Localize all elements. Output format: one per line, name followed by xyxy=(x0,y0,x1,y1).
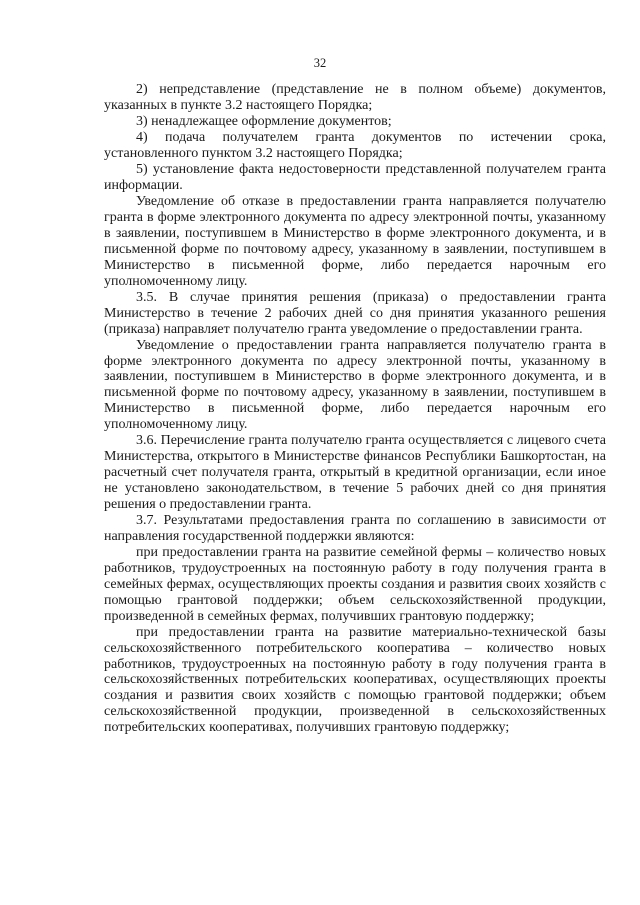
page-number: 32 xyxy=(313,56,327,70)
paragraph-refusal-reason-3: 3) ненадлежащее оформление документов; xyxy=(136,114,392,129)
paragraph-refusal-reason-4: 4) подача получателем гранта документов по истечении срока, установленного пунктом 3.2 настоящего Порядка; xyxy=(104,130,606,161)
paragraph-family-farm-results: при предоставлении гранта на развитие семейной фермы – количество новых работников, трудоустроенных на постоянную работу в году получения гранта в семейных фермах, осуществляющих проекты создания и развития своих хозяйств с помощью грантовой поддержки; объем сельскохозяйственной продукции, произведенной в семейных фермах, получивших грантовую поддержку; xyxy=(104,544,606,624)
paragraph-refusal-reason-5: 5) установление факта недостоверности представленной получателем гранта информации. xyxy=(104,162,606,193)
paragraph-cooperative-results: при предоставлении гранта на развитие материально-технической базы сельскохозяйственного потребительского кооператива – количество новых работников, трудоустроенных на постоянную работу в году получения гранта в сельскохозяйственных потребительских кооперативах, осуществляющих проекты создания и развития своих хозяйств с помощью грантовой поддержки; объем сельскохозяйственной продукции, произведенной в сельскохозяйственных потребительских кооперативах, получивших грантовую поддержку; xyxy=(104,624,606,736)
paragraph-3-6: 3.6. Перечисление гранта получателю гранта осуществляется с лицевого счета Министерства, открытого в Министерстве финансов Республики Башкортостан, на расчетный счет получателя гранта, открытый в кредитной организации, если иное не установлено законодательством, в течение 5 рабочих дней со дня принятия решения о предоставлении гранта. xyxy=(104,433,606,512)
paragraph-refusal-reason-2: 2) непредставление (представление не в полном объеме) документов, указанных в пункте 3.2 настоящего Порядка; xyxy=(104,82,606,113)
paragraph-refusal-notice: Уведомление об отказе в предоставлении гранта направляется получателю гранта в форме электронного документа по адресу электронной почты, указанному в заявлении, поступившем в Министерство в форме электронного документа, и в письменной форме по почтовому адресу, указанному в заявлении, поступившем в Министерство в письменной форме, либо передается нарочным его уполномоченному лицу. xyxy=(104,194,606,289)
document-body xyxy=(104,82,606,736)
paragraph-grant-notice: Уведомление о предоставлении гранта направляется получателю гранта в форме электронного документа по адресу электронной почты, указанному в заявлении, поступившем в Министерство в форме электронного документа, и в письменной форме по почтовому адресу, указанному в заявлении, поступившем в Министерство в письменной форме, либо передается нарочным его уполномоченному лицу. xyxy=(104,337,606,433)
paragraph-3-5: 3.5. В случае принятия решения (приказа) о предоставлении гранта Министерство в течение 2 рабочих дней со дня принятия указанного решения (приказа) направляет получателю гранта уведомление о предоставлении гранта. xyxy=(104,289,606,337)
paragraph-3-7: 3.7. Результатами предоставления гранта по соглашению в зависимости от направления государственной поддержки являются: xyxy=(104,512,606,544)
